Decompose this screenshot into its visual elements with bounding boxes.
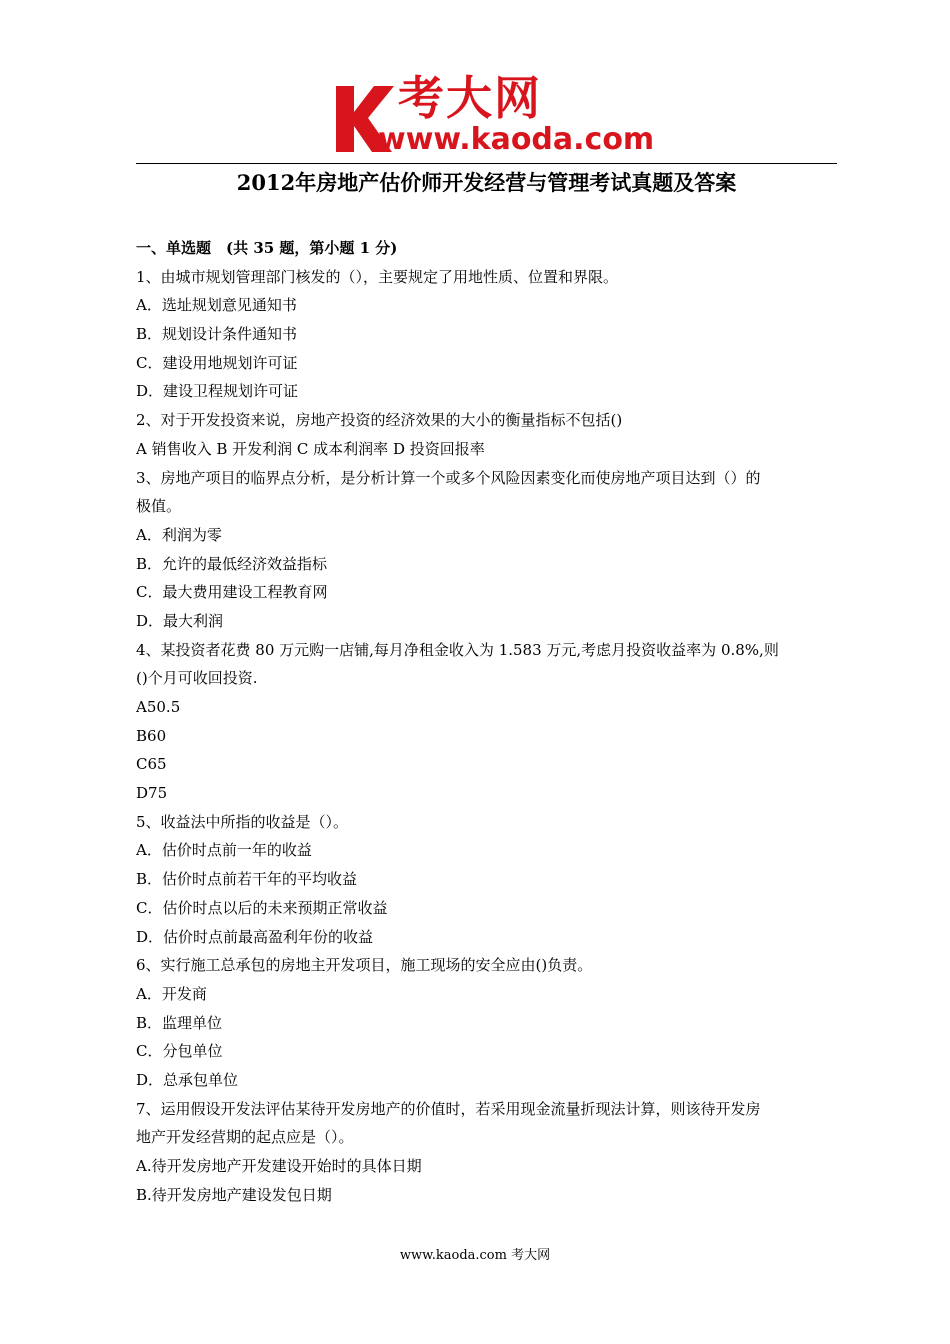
content-line: A．开发商: [136, 984, 207, 1003]
logo-url-text: www.kaoda.com: [378, 122, 655, 157]
content-line: 3、房地产项目的临界点分析，是分析计算一个或多个风险因素变化而使房地产项目达到（）的: [136, 468, 761, 487]
content-line: C．分包单位: [136, 1042, 223, 1061]
content-line: D．估价时点前最高盈利年份的收益: [136, 927, 374, 946]
content-line: B．规划设计条件通知书: [136, 325, 298, 344]
content-line: D75: [136, 784, 168, 803]
logo-brand-text: 考大网: [398, 71, 542, 125]
content-line: C．最大费用建设工程教育网: [136, 583, 328, 602]
content-line: 极值。: [136, 497, 182, 516]
content-line: B．监理单位: [136, 1013, 223, 1032]
content-line: C65: [136, 755, 167, 774]
header-divider: [136, 163, 837, 164]
content-line: D．最大利润: [136, 611, 224, 630]
content-line: A.待开发房地产开发建设开始时的具体日期: [136, 1157, 422, 1175]
content-line: B．估价时点前若干年的平均收益: [136, 870, 358, 889]
content-line: A．选址规划意见通知书: [136, 296, 297, 315]
question-content: [136, 234, 837, 1209]
document-title: 2012年房地产估价师开发经营与管理考试真题及答案: [236, 170, 737, 195]
content-line: 7、运用假设开发法评估某待开发房地产的价值时，若采用现金流量折现法计算，则该待开发房: [136, 1099, 761, 1118]
content-line: A50.5: [136, 698, 181, 716]
kaoda-logo: [332, 71, 655, 160]
content-line: B．允许的最低经济效益指标: [136, 554, 328, 573]
content-line: C．建设用地规划许可证: [136, 353, 298, 372]
content-line: ()个月可收回投资.: [136, 669, 258, 688]
section-heading: 一、单选题 (共 35 题，第小题 1 分): [136, 239, 398, 257]
content-line: D．建设卫程规划许可证: [136, 382, 299, 401]
content-line: B60: [136, 726, 167, 745]
page-footer: www.kaoda.com 考大网: [399, 1248, 551, 1263]
content-line: C．估价时点以后的未来预期正常收益: [136, 898, 388, 917]
content-line: D．总承包单位: [136, 1070, 239, 1089]
content-line: 地产开发经营期的起点应是（）。: [136, 1128, 354, 1147]
content-line: A 销售收入 B 开发利润 C 成本利润率 D 投资回报率: [136, 439, 485, 458]
content-line: 1、由城市规划管理部门核发的（），主要规定了用地性质、位置和界限。: [136, 267, 619, 286]
content-line: A．利润为零: [136, 525, 222, 544]
content-line: A．估价时点前一年的收益: [136, 841, 312, 860]
content-line: 4、某投资者花费 80 万元购一店铺,每月净租金收入为 1.583 万元,考虑月投资收益率为 0.8%,则: [136, 640, 779, 659]
content-line: 6、实行施工总承包的房地主开发项目，施工现场的安全应由()负责。: [136, 956, 593, 975]
content-line: 5、收益法中所指的收益是（）。: [136, 812, 349, 831]
content-line: 2、对于开发投资来说，房地产投资的经济效果的大小的衡量指标不包括(): [136, 411, 623, 430]
content-line: B.待开发房地产建设发包日期: [136, 1185, 332, 1204]
